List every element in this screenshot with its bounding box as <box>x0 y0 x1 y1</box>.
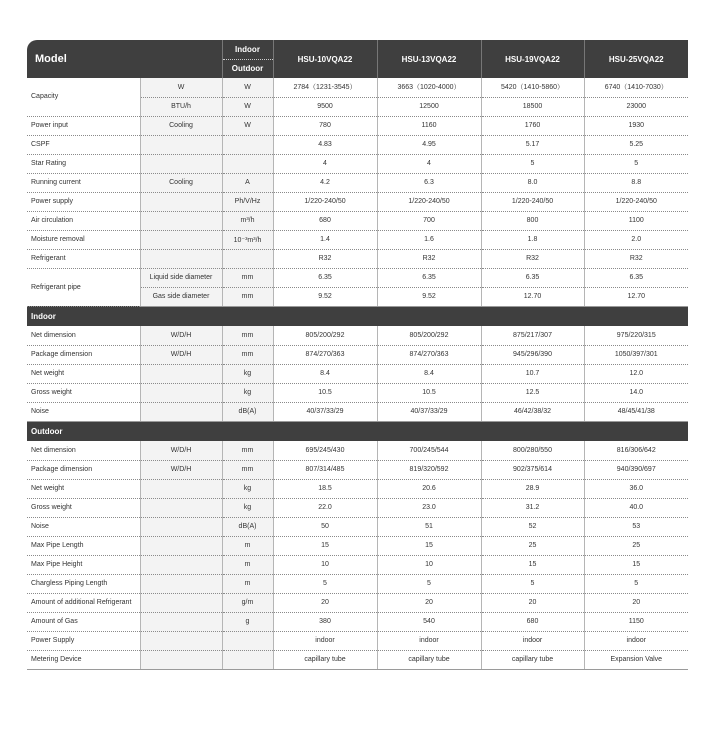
indoor-section <box>27 326 688 421</box>
value-cell: 5 <box>584 574 688 593</box>
value-cell: 51 <box>377 517 481 536</box>
row-label: Air circulation <box>27 211 140 230</box>
row-label: Package dimension <box>27 345 140 364</box>
value-cell: 816/306/642 <box>584 441 688 460</box>
value-cell: 780 <box>273 116 377 135</box>
row-label: Net weight <box>27 479 140 498</box>
spec-sheet <box>27 40 688 670</box>
row-unit: g <box>222 612 273 631</box>
value-cell: R32 <box>481 249 584 268</box>
value-cell: 1100 <box>584 211 688 230</box>
table-row <box>27 211 688 230</box>
value-cell: 28.9 <box>481 479 584 498</box>
table-row <box>27 116 688 135</box>
table-row <box>27 574 688 593</box>
row-unit: Ph/V/Hz <box>222 192 273 211</box>
value-cell: 819/320/592 <box>377 460 481 479</box>
value-cell: 8.4 <box>377 364 481 383</box>
value-cell: 6740（1410-7030） <box>584 78 688 97</box>
row-label: Gross weight <box>27 383 140 402</box>
table-row <box>27 536 688 555</box>
row-label: Gross weight <box>27 498 140 517</box>
row-sublabel: BTU/h <box>140 97 222 116</box>
indoor-header: Indoor <box>222 40 273 59</box>
row-unit: kg <box>222 498 273 517</box>
table-row <box>27 268 688 287</box>
value-cell: 1/220-240/50 <box>481 192 584 211</box>
row-sublabel <box>140 135 222 154</box>
row-sublabel <box>140 555 222 574</box>
value-cell: 4.95 <box>377 135 481 154</box>
row-unit: kg <box>222 479 273 498</box>
row-unit <box>222 631 273 650</box>
row-unit: dB(A) <box>222 517 273 536</box>
row-unit: m³/h <box>222 211 273 230</box>
general-section <box>27 78 688 306</box>
value-cell: 14.0 <box>584 383 688 402</box>
header-row <box>27 40 688 59</box>
row-label: Noise <box>27 517 140 536</box>
row-label: Net dimension <box>27 441 140 460</box>
row-unit: mm <box>222 268 273 287</box>
row-sublabel <box>140 593 222 612</box>
value-cell: 53 <box>584 517 688 536</box>
value-cell: 680 <box>273 211 377 230</box>
value-cell: 6.35 <box>481 268 584 287</box>
value-cell: 36.0 <box>584 479 688 498</box>
outdoor-section-header <box>27 421 688 441</box>
value-cell: 18500 <box>481 97 584 116</box>
value-cell: 18.5 <box>273 479 377 498</box>
value-cell: 10 <box>273 555 377 574</box>
row-unit: mm <box>222 287 273 306</box>
value-cell: 20 <box>273 593 377 612</box>
value-cell: 25 <box>481 536 584 555</box>
value-cell: 5 <box>584 154 688 173</box>
value-cell: Expansion Valve <box>584 650 688 669</box>
value-cell: 46/42/38/32 <box>481 402 584 421</box>
outdoor-section-title: Outdoor <box>27 421 688 441</box>
row-unit: m <box>222 574 273 593</box>
row-label: Moisture removal <box>27 230 140 249</box>
row-sublabel <box>140 402 222 421</box>
value-cell: 1760 <box>481 116 584 135</box>
value-cell: 20 <box>377 593 481 612</box>
table-row <box>27 402 688 421</box>
row-sublabel <box>140 383 222 402</box>
model-column-1: HSU-10VQA22 <box>273 40 377 78</box>
row-sublabel <box>140 498 222 517</box>
value-cell: 807/314/485 <box>273 460 377 479</box>
value-cell: 12.70 <box>584 287 688 306</box>
value-cell: 40/37/33/29 <box>377 402 481 421</box>
table-row <box>27 631 688 650</box>
value-cell: 1930 <box>584 116 688 135</box>
value-cell: 12.5 <box>481 383 584 402</box>
row-unit: mm <box>222 345 273 364</box>
value-cell: 20 <box>481 593 584 612</box>
value-cell: 50 <box>273 517 377 536</box>
row-unit: A <box>222 173 273 192</box>
value-cell: 52 <box>481 517 584 536</box>
row-sublabel <box>140 650 222 669</box>
outdoor-section <box>27 441 688 669</box>
row-unit <box>222 249 273 268</box>
value-cell: 805/200/292 <box>273 326 377 345</box>
row-unit: mm <box>222 326 273 345</box>
row-sublabel: W/D/H <box>140 326 222 345</box>
indoor-section-header <box>27 306 688 326</box>
row-sublabel <box>140 249 222 268</box>
value-cell: 5.17 <box>481 135 584 154</box>
value-cell: 15 <box>377 536 481 555</box>
row-sublabel <box>140 536 222 555</box>
row-label: Net dimension <box>27 326 140 345</box>
row-label: Running current <box>27 173 140 192</box>
value-cell: 1050/397/301 <box>584 345 688 364</box>
model-column-4: HSU-25VQA22 <box>584 40 688 78</box>
row-sublabel <box>140 192 222 211</box>
value-cell: 902/375/614 <box>481 460 584 479</box>
row-label: Power input <box>27 116 140 135</box>
model-header: Model <box>27 40 222 78</box>
row-unit: mm <box>222 460 273 479</box>
row-unit: m <box>222 555 273 574</box>
row-unit: W <box>222 116 273 135</box>
value-cell: 31.2 <box>481 498 584 517</box>
value-cell: 1.8 <box>481 230 584 249</box>
row-sublabel: Liquid side diameter <box>140 268 222 287</box>
row-label: Capacity <box>27 78 140 116</box>
row-unit: mm <box>222 441 273 460</box>
indoor-section-title: Indoor <box>27 306 688 326</box>
row-label: Amount of Gas <box>27 612 140 631</box>
row-sublabel: W/D/H <box>140 345 222 364</box>
row-label: Star Rating <box>27 154 140 173</box>
row-unit: kg <box>222 364 273 383</box>
row-unit: kg <box>222 383 273 402</box>
value-cell: 1.6 <box>377 230 481 249</box>
value-cell: R32 <box>584 249 688 268</box>
table-row <box>27 326 688 345</box>
value-cell: 2.0 <box>584 230 688 249</box>
row-label: Max Pipe Length <box>27 536 140 555</box>
row-sublabel <box>140 479 222 498</box>
value-cell: 15 <box>584 555 688 574</box>
row-unit: m <box>222 536 273 555</box>
row-label: Max Pipe Height <box>27 555 140 574</box>
value-cell: 40/37/33/29 <box>273 402 377 421</box>
value-cell: 12.70 <box>481 287 584 306</box>
value-cell: 5420（1410-5860） <box>481 78 584 97</box>
value-cell: 10.7 <box>481 364 584 383</box>
outdoor-header: Outdoor <box>222 59 273 78</box>
spec-table <box>27 40 688 670</box>
row-sublabel: Cooling <box>140 173 222 192</box>
row-label: Package dimension <box>27 460 140 479</box>
row-label: Net weight <box>27 364 140 383</box>
value-cell: 1160 <box>377 116 481 135</box>
value-cell: 5 <box>377 574 481 593</box>
value-cell: 6.35 <box>584 268 688 287</box>
value-cell: 22.0 <box>273 498 377 517</box>
table-row <box>27 612 688 631</box>
row-sublabel <box>140 574 222 593</box>
row-label: Metering Device <box>27 650 140 669</box>
row-sublabel: Cooling <box>140 116 222 135</box>
value-cell: 5 <box>481 574 584 593</box>
table-row <box>27 441 688 460</box>
value-cell: 8.4 <box>273 364 377 383</box>
table-row <box>27 650 688 669</box>
row-label: Noise <box>27 402 140 421</box>
table-row <box>27 230 688 249</box>
row-unit <box>222 135 273 154</box>
value-cell: 23000 <box>584 97 688 116</box>
value-cell: 875/217/307 <box>481 326 584 345</box>
value-cell: 9.52 <box>377 287 481 306</box>
value-cell: 800 <box>481 211 584 230</box>
table-row <box>27 192 688 211</box>
row-label: Power supply <box>27 192 140 211</box>
value-cell: 12.0 <box>584 364 688 383</box>
value-cell: 48/45/41/38 <box>584 402 688 421</box>
table-row <box>27 479 688 498</box>
value-cell: 1.4 <box>273 230 377 249</box>
value-cell: capillary tube <box>377 650 481 669</box>
value-cell: 20 <box>584 593 688 612</box>
table-row <box>27 555 688 574</box>
value-cell: 700/245/544 <box>377 441 481 460</box>
value-cell: 1/220-240/50 <box>584 192 688 211</box>
table-row <box>27 135 688 154</box>
value-cell: 15 <box>481 555 584 574</box>
row-label: CSPF <box>27 135 140 154</box>
value-cell: 1/220-240/50 <box>273 192 377 211</box>
row-unit: dB(A) <box>222 402 273 421</box>
row-sublabel: W/D/H <box>140 441 222 460</box>
value-cell: 40.0 <box>584 498 688 517</box>
value-cell: 6.35 <box>273 268 377 287</box>
row-sublabel: Gas side diameter <box>140 287 222 306</box>
row-sublabel: W <box>140 78 222 97</box>
value-cell: 874/270/363 <box>273 345 377 364</box>
value-cell: 940/390/697 <box>584 460 688 479</box>
value-cell: 975/220/315 <box>584 326 688 345</box>
table-row <box>27 249 688 268</box>
row-sublabel <box>140 230 222 249</box>
table-row <box>27 154 688 173</box>
value-cell: 695/245/430 <box>273 441 377 460</box>
row-sublabel <box>140 364 222 383</box>
value-cell: 5 <box>273 574 377 593</box>
table-row <box>27 78 688 97</box>
value-cell: 380 <box>273 612 377 631</box>
row-unit <box>222 154 273 173</box>
row-label: Refrigerant pipe <box>27 268 140 306</box>
table-row <box>27 364 688 383</box>
value-cell: 680 <box>481 612 584 631</box>
value-cell: 945/296/390 <box>481 345 584 364</box>
value-cell: indoor <box>377 631 481 650</box>
row-unit: W <box>222 97 273 116</box>
row-sublabel <box>140 211 222 230</box>
table-row <box>27 517 688 536</box>
model-column-3: HSU-19VQA22 <box>481 40 584 78</box>
table-row <box>27 345 688 364</box>
table-row <box>27 460 688 479</box>
model-column-2: HSU-13VQA22 <box>377 40 481 78</box>
value-cell: 10.5 <box>273 383 377 402</box>
value-cell: 12500 <box>377 97 481 116</box>
value-cell: 8.8 <box>584 173 688 192</box>
value-cell: 1/220-240/50 <box>377 192 481 211</box>
value-cell: 15 <box>273 536 377 555</box>
value-cell: 9.52 <box>273 287 377 306</box>
value-cell: 5.25 <box>584 135 688 154</box>
row-unit: W <box>222 78 273 97</box>
value-cell: 800/280/550 <box>481 441 584 460</box>
row-unit <box>222 650 273 669</box>
row-label: Amount of additional Refrigerant <box>27 593 140 612</box>
row-sublabel <box>140 154 222 173</box>
value-cell: 23.0 <box>377 498 481 517</box>
value-cell: 3663（1020-4000） <box>377 78 481 97</box>
row-label: Power Supply <box>27 631 140 650</box>
table-row <box>27 593 688 612</box>
row-label: Chargless Piping Length <box>27 574 140 593</box>
row-unit: 10⁻³m³/h <box>222 230 273 249</box>
value-cell: 25 <box>584 536 688 555</box>
value-cell: 10.5 <box>377 383 481 402</box>
value-cell: capillary tube <box>273 650 377 669</box>
row-sublabel <box>140 517 222 536</box>
value-cell: 10 <box>377 555 481 574</box>
value-cell: 9500 <box>273 97 377 116</box>
table-row <box>27 173 688 192</box>
value-cell: 874/270/363 <box>377 345 481 364</box>
table-row <box>27 498 688 517</box>
value-cell: 5 <box>481 154 584 173</box>
value-cell: 4 <box>273 154 377 173</box>
value-cell: 4 <box>377 154 481 173</box>
row-sublabel <box>140 631 222 650</box>
value-cell: indoor <box>481 631 584 650</box>
value-cell: R32 <box>273 249 377 268</box>
table-row <box>27 383 688 402</box>
value-cell: 6.35 <box>377 268 481 287</box>
value-cell: 1150 <box>584 612 688 631</box>
value-cell: R32 <box>377 249 481 268</box>
value-cell: 4.2 <box>273 173 377 192</box>
row-label: Refrigerant <box>27 249 140 268</box>
value-cell: 6.3 <box>377 173 481 192</box>
value-cell: 805/200/292 <box>377 326 481 345</box>
value-cell: 8.0 <box>481 173 584 192</box>
value-cell: 700 <box>377 211 481 230</box>
value-cell: 20.6 <box>377 479 481 498</box>
value-cell: capillary tube <box>481 650 584 669</box>
value-cell: 2784（1231-3545） <box>273 78 377 97</box>
row-unit: g/m <box>222 593 273 612</box>
value-cell: 4.83 <box>273 135 377 154</box>
value-cell: indoor <box>273 631 377 650</box>
row-sublabel: W/D/H <box>140 460 222 479</box>
value-cell: indoor <box>584 631 688 650</box>
value-cell: 540 <box>377 612 481 631</box>
row-sublabel <box>140 612 222 631</box>
